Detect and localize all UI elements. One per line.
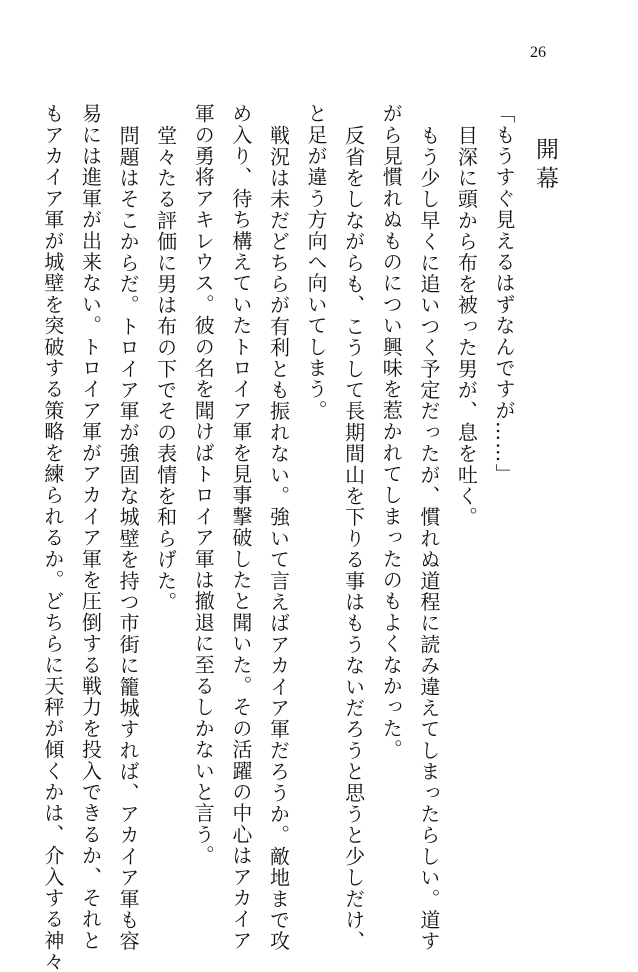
text-line: もアカイア軍が城壁を突破する策略を練られるか。どちらに天秤が傾くかは、介入する神々 (40, 103, 65, 972)
text-line: 戦況は未だどちらが有利とも振れない。強いて言えばアカイア軍だろうか。敵地まで攻 (266, 125, 291, 952)
text-line: 易には進軍が出来ない。トロイア軍がアカイア軍を圧倒する戦力を投入できるか、それと (78, 103, 103, 951)
chapter-title: 開幕 (532, 137, 558, 195)
text-line-dialogue: 「もうすぐ見えるはずなんですが……」 (492, 103, 516, 485)
text-line: 問題はそこからだ。トロイア軍が強固な城壁を持つ市街に籠城すれば、アカイア軍も容 (116, 125, 141, 952)
text-line: 目深に頭から布を被った男が、息を吐く。 (454, 125, 479, 528)
text-line: 堂々たる評価に男は布の下でその表情を和らげた。 (153, 125, 178, 613)
text-line: め入り、待ち構えていたトロイア軍を見事撃破したと聞いた。その活躍の中心はアカイア (228, 103, 253, 951)
text-line: 軍の勇将アキレウス。彼の名を聞けばトロイア軍は撤退に至るしかないと言う。 (191, 103, 216, 867)
text-line: がら見慣れぬものについ興味を惹かれてしまったのもよくなかった。 (379, 103, 404, 761)
page-number: 26 (530, 44, 546, 61)
text-line: もう少し早くに追いつく予定だったが、慣れぬ道程に読み違えてしまったらしい。道す (416, 125, 441, 952)
body-text (33, 103, 522, 972)
text-line: 反省をしながらも、こうして長期間山を下りる事はもうないだろうと思うと少しだけ、 (341, 125, 366, 952)
text-line: と足が違う方向へ向いてしまう。 (304, 103, 329, 421)
